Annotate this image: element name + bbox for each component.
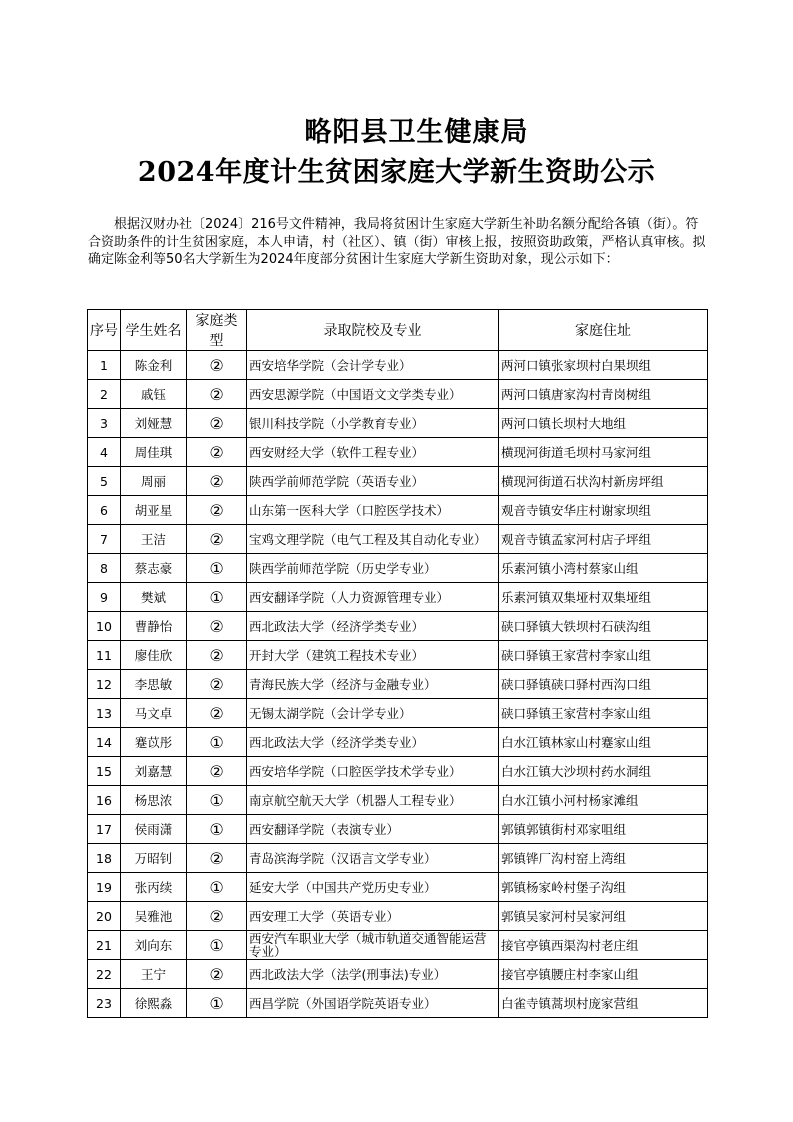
- school-major: 陕西学前师范学院（历史学专业）: [247, 554, 499, 583]
- family-type: ①: [187, 873, 247, 902]
- row-index: 12: [88, 670, 121, 699]
- student-name: 徐熙淼: [121, 989, 187, 1018]
- home-address: 硖口驿镇硖口驿村西沟口组: [499, 670, 708, 699]
- school-major: 西安思源学院（中国语文文学类专业）: [247, 380, 499, 409]
- student-name: 吴雅池: [121, 902, 187, 931]
- row-index: 21: [88, 931, 121, 960]
- family-type: ②: [187, 699, 247, 728]
- family-type: ②: [187, 757, 247, 786]
- school-major: 开封大学（建筑工程技术专业）: [247, 641, 499, 670]
- row-index: 20: [88, 902, 121, 931]
- student-name: 蹇苡彤: [121, 728, 187, 757]
- row-index: 8: [88, 554, 121, 583]
- table-row: [88, 438, 708, 467]
- table-row: [88, 844, 708, 873]
- student-name: 曹静怡: [121, 612, 187, 641]
- family-type: ①: [187, 989, 247, 1018]
- school-major: 西安汽车职业大学（城市轨道交通智能运营专业）: [247, 931, 499, 960]
- row-index: 15: [88, 757, 121, 786]
- student-name: 廖佳欣: [121, 641, 187, 670]
- student-name: 刘向东: [121, 931, 187, 960]
- student-name: 侯雨潇: [121, 815, 187, 844]
- school-major: 西北政法大学（法学(刑事法)专业）: [247, 960, 499, 989]
- student-name: 戚钰: [121, 380, 187, 409]
- family-type: ①: [187, 583, 247, 612]
- student-name: 刘嘉慧: [121, 757, 187, 786]
- row-index: 11: [88, 641, 121, 670]
- family-type: ②: [187, 844, 247, 873]
- family-type: ①: [187, 554, 247, 583]
- school-major: 西昌学院（外国语学院英语专业）: [247, 989, 499, 1018]
- table-row: [88, 409, 708, 438]
- row-index: 23: [88, 989, 121, 1018]
- family-type: ②: [187, 525, 247, 554]
- table-row: [88, 728, 708, 757]
- row-index: 17: [88, 815, 121, 844]
- family-type: ②: [187, 409, 247, 438]
- school-major: 西安培华学院（会计学专业）: [247, 351, 499, 380]
- home-address: 两河口镇长坝村大地组: [499, 409, 708, 438]
- home-address: 硖口驿镇王家营村李家山组: [499, 699, 708, 728]
- family-type: ①: [187, 728, 247, 757]
- family-type: ②: [187, 438, 247, 467]
- school-major: 西安财经大学（软件工程专业）: [247, 438, 499, 467]
- school-major: 陕西学前师范学院（英语专业）: [247, 467, 499, 496]
- row-index: 5: [88, 467, 121, 496]
- school-major: 西安培华学院（口腔医学技术学专业）: [247, 757, 499, 786]
- school-major: 西安理工大学（英语专业）: [247, 902, 499, 931]
- home-address: 硖口驿镇大铁坝村石硖沟组: [499, 612, 708, 641]
- table-row: [88, 641, 708, 670]
- family-type: ②: [187, 612, 247, 641]
- school-major: 延安大学（中国共产党历史专业）: [247, 873, 499, 902]
- school-major: 青海民族大学（经济与金融专业）: [247, 670, 499, 699]
- school-major: 南京航空航天大学（机器人工程专业）: [247, 786, 499, 815]
- table-row: [88, 902, 708, 931]
- school-major: 西安翻译学院（表演专业）: [247, 815, 499, 844]
- home-address: 乐素河镇小湾村蔡家山组: [499, 554, 708, 583]
- student-name: 杨思浓: [121, 786, 187, 815]
- student-name: 樊斌: [121, 583, 187, 612]
- family-type: ①: [187, 815, 247, 844]
- student-name: 蔡志豪: [121, 554, 187, 583]
- home-address: 观音寺镇安华庄村谢家坝组: [499, 496, 708, 525]
- school-major: 西安翻译学院（人力资源管理专业）: [247, 583, 499, 612]
- family-type: ①: [187, 786, 247, 815]
- col-header-address: 家庭住址: [499, 310, 708, 351]
- table-row: [88, 786, 708, 815]
- school-major: 青岛滨海学院（汉语言文学专业）: [247, 844, 499, 873]
- table-row: [88, 380, 708, 409]
- table-row: [88, 960, 708, 989]
- school-major: 西北政法大学（经济学类专业）: [247, 612, 499, 641]
- row-index: 16: [88, 786, 121, 815]
- student-name: 张丙续: [121, 873, 187, 902]
- family-type: ②: [187, 467, 247, 496]
- table-row: [88, 612, 708, 641]
- school-major: 宝鸡文理学院（电气工程及其自动化专业）: [247, 525, 499, 554]
- family-type: ②: [187, 902, 247, 931]
- family-type: ①: [187, 931, 247, 960]
- table-header-row: [88, 310, 708, 351]
- table-row: [88, 351, 708, 380]
- col-header-family-type: 家庭类型: [187, 310, 247, 351]
- col-header-school-major: 录取院校及专业: [247, 310, 499, 351]
- school-major: 无锡太湖学院（会计学专业）: [247, 699, 499, 728]
- home-address: 接官亭镇西渠沟村老庄组: [499, 931, 708, 960]
- student-name: 刘娅慧: [121, 409, 187, 438]
- home-address: 郭镇吴家河村吴家河组: [499, 902, 708, 931]
- table-row: [88, 873, 708, 902]
- home-address: 白水江镇小河村杨家滩组: [499, 786, 708, 815]
- student-name: 万昭钊: [121, 844, 187, 873]
- student-name: 王洁: [121, 525, 187, 554]
- school-major: 山东第一医科大学（口腔医学技术）: [247, 496, 499, 525]
- table-row: [88, 699, 708, 728]
- subsidy-table: [87, 309, 708, 1018]
- table-row: [88, 815, 708, 844]
- student-name: 李思敏: [121, 670, 187, 699]
- row-index: 9: [88, 583, 121, 612]
- row-index: 13: [88, 699, 121, 728]
- table-row: [88, 554, 708, 583]
- student-name: 周佳琪: [121, 438, 187, 467]
- row-index: 18: [88, 844, 121, 873]
- family-type: ②: [187, 496, 247, 525]
- family-type: ②: [187, 670, 247, 699]
- page-title-main: 2024年度计生贫困家庭大学新生资助公示: [137, 157, 656, 188]
- student-name: 陈金利: [121, 351, 187, 380]
- table-row: [88, 989, 708, 1018]
- school-major: 银川科技学院（小学教育专业）: [247, 409, 499, 438]
- table-row: [88, 467, 708, 496]
- table-row: [88, 525, 708, 554]
- row-index: 19: [88, 873, 121, 902]
- table-row: [88, 931, 708, 960]
- table-row: [88, 496, 708, 525]
- row-index: 6: [88, 496, 121, 525]
- home-address: 郭镇铧厂沟村窑上湾组: [499, 844, 708, 873]
- home-address: 郭镇杨家岭村堡子沟组: [499, 873, 708, 902]
- family-type: ②: [187, 641, 247, 670]
- col-header-index: 序号: [88, 310, 121, 351]
- row-index: 2: [88, 380, 121, 409]
- home-address: 硖口驿镇王家营村李家山组: [499, 641, 708, 670]
- student-name: 胡亚星: [121, 496, 187, 525]
- family-type: ②: [187, 960, 247, 989]
- home-address: 横现河街道石状沟村新房坪组: [499, 467, 708, 496]
- row-index: 22: [88, 960, 121, 989]
- row-index: 14: [88, 728, 121, 757]
- home-address: 白雀寺镇蒿坝村庞家营组: [499, 989, 708, 1018]
- col-header-name: 学生姓名: [121, 310, 187, 351]
- row-index: 10: [88, 612, 121, 641]
- student-name: 周丽: [121, 467, 187, 496]
- home-address: 两河口镇唐家沟村青岗树组: [499, 380, 708, 409]
- home-address: 白水江镇林家山村蹇家山组: [499, 728, 708, 757]
- page-title-org: 略阳县卫生健康局: [304, 117, 529, 148]
- school-major: 西北政法大学（经济学类专业）: [247, 728, 499, 757]
- home-address: 横现河街道毛坝村马家河组: [499, 438, 708, 467]
- student-name: 王宁: [121, 960, 187, 989]
- row-index: 1: [88, 351, 121, 380]
- family-type: ②: [187, 380, 247, 409]
- row-index: 3: [88, 409, 121, 438]
- home-address: 接官亭镇腰庄村李家山组: [499, 960, 708, 989]
- row-index: 7: [88, 525, 121, 554]
- row-index: 4: [88, 438, 121, 467]
- table-row: [88, 670, 708, 699]
- home-address: 两河口镇张家坝村白果坝组: [499, 351, 708, 380]
- student-name: 马文卓: [121, 699, 187, 728]
- table-row: [88, 583, 708, 612]
- home-address: 乐素河镇双集垭村双集垭组: [499, 583, 708, 612]
- home-address: 郭镇郭镇街村邓家咀组: [499, 815, 708, 844]
- table-row: [88, 757, 708, 786]
- home-address: 观音寺镇孟家河村店子坪组: [499, 525, 708, 554]
- home-address: 白水江镇大沙坝村药水洞组: [499, 757, 708, 786]
- intro-paragraph: 根据汉财办社〔2024〕216号文件精神，我局将贫困计生家庭大学新生补助名额分配给各镇（街）。符合资助条件的计生贫困家庭，本人申请，村（社区）、镇（街）审核上报，按照资助政策，严格认真审核。拟确定陈金利等50名大学新生为2024年度部分贫困计生家庭大学新生资助对象，现公示如下：: [88, 217, 706, 267]
- family-type: ②: [187, 351, 247, 380]
